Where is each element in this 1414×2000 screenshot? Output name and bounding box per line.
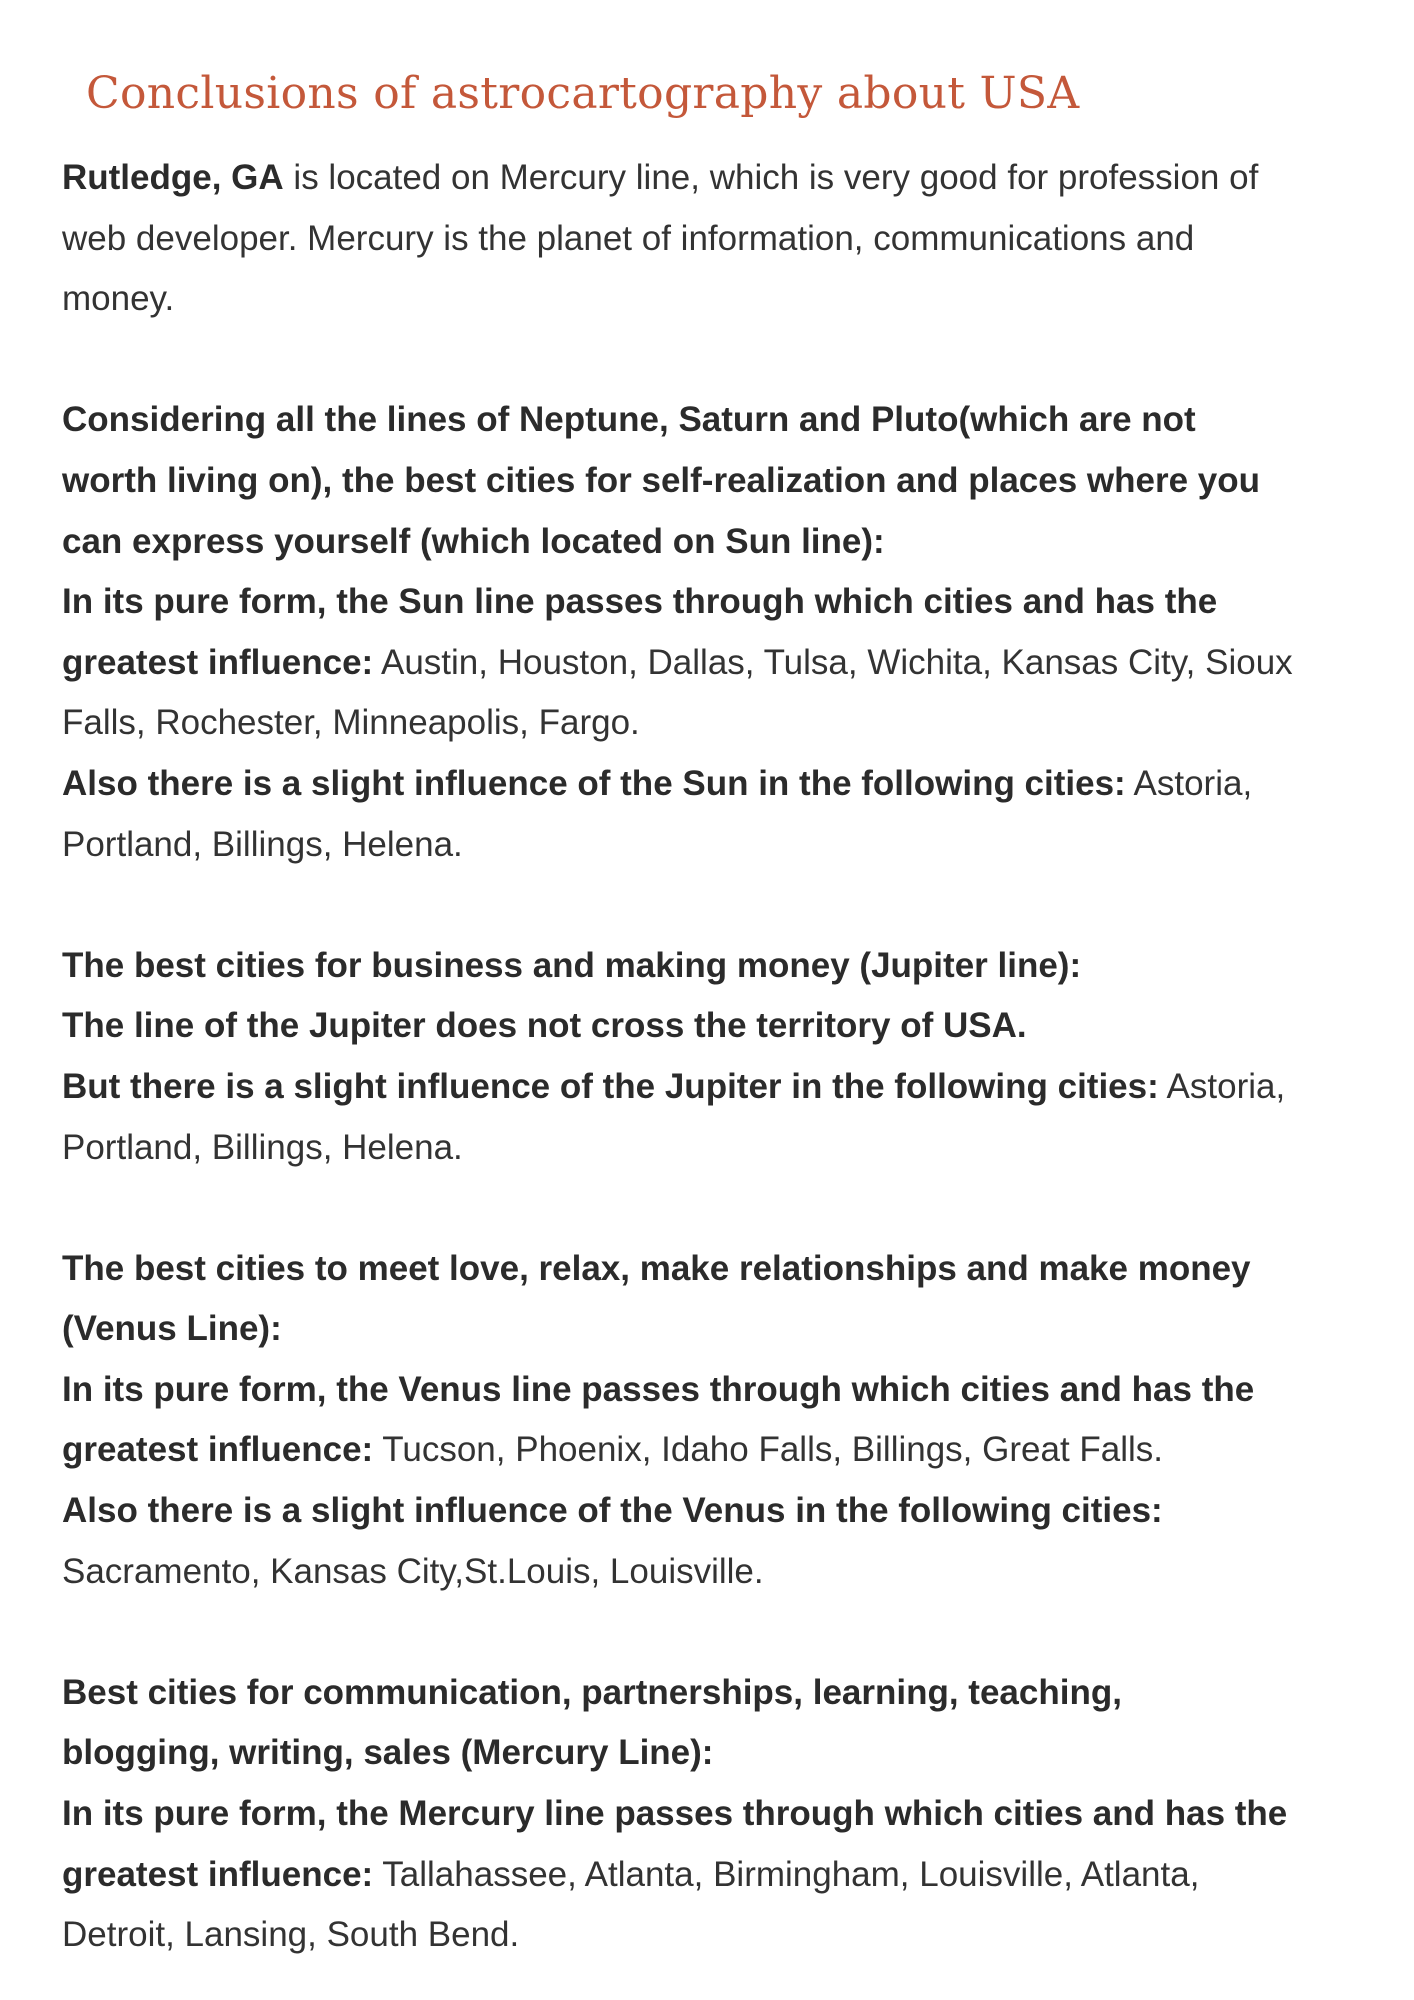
intro-line-2: web developer. Mercury is the planet of information, communications and	[62, 218, 1195, 258]
venus-heading-line-1: The best cities to meet love, relax, make relationships and make money	[62, 1248, 1251, 1288]
venus-slight-line-1: Also there is a slight influence of the Venus in the following cities:	[62, 1491, 1163, 1531]
venus-heading-line-2: (Venus Line):	[62, 1309, 282, 1349]
mercury-heading-line-2: blogging, writing, sales (Mercury Line):	[62, 1733, 714, 1773]
mercury-section	[62, 1663, 1382, 1966]
venus-pure-cities: Tucson, Phoenix, Idaho Falls, Billings, Great Falls.	[373, 1430, 1164, 1470]
sun-pure-line-2: greatest influence: Austin, Houston, Dallas, Tulsa, Wichita, Kansas City, Sioux	[62, 642, 1293, 682]
location-name: Rutledge, GA	[62, 158, 284, 197]
jupiter-slight-line-2: Portland, Billings, Helena.	[62, 1127, 463, 1167]
sun-section	[62, 390, 1382, 875]
jupiter-section	[62, 936, 1382, 1178]
sun-pure-cities: Austin, Houston, Dallas, Tulsa, Wichita, Kansas City, Sioux	[373, 642, 1293, 682]
page-title: Conclusions of astrocartography about USA	[86, 68, 1080, 119]
paragraph-spacer	[62, 1602, 1382, 1663]
mercury-pure-cities: Tallahassee, Atlanta, Birmingham, Louisville, Atlanta,	[373, 1854, 1200, 1894]
jupiter-slight-line-1: But there is a slight influence of the Jupiter in the following cities: Astoria,	[62, 1066, 1286, 1106]
sun-heading-line-1: Considering all the lines of Neptune, Saturn and Pluto(which are not	[62, 400, 1196, 440]
venus-pure-line-1: In its pure form, the Venus line passes through which cities and has the	[62, 1369, 1255, 1409]
sun-pure-line-3: Falls, Rochester, Minneapolis, Fargo.	[62, 703, 640, 743]
venus-slight-line-2: Sacramento, Kansas City,St.Louis, Louisville.	[62, 1551, 764, 1591]
mercury-heading-line-1: Best cities for communication, partnerships, learning, teaching,	[62, 1672, 1122, 1712]
jupiter-slight-cities: Astoria,	[1158, 1066, 1286, 1106]
venus-pure-line-2: greatest influence: Tucson, Phoenix, Idaho Falls, Billings, Great Falls.	[62, 1430, 1164, 1470]
sun-slight-line-2: Portland, Billings, Helena.	[62, 824, 463, 864]
sun-slight-cities: Astoria,	[1125, 763, 1253, 803]
paragraph-spacer	[62, 1178, 1382, 1239]
paragraph-spacer	[62, 875, 1382, 936]
intro-line-3: money.	[62, 279, 175, 319]
jupiter-note: The line of the Jupiter does not cross the territory of USA.	[62, 1006, 1027, 1046]
jupiter-heading: The best cities for business and making money (Jupiter line):	[62, 945, 1082, 985]
intro-paragraph	[62, 148, 1382, 330]
venus-section	[62, 1239, 1382, 1603]
sun-heading-line-3: can express yourself (which located on Sun line):	[62, 521, 885, 561]
mercury-pure-line-2: greatest influence: Tallahassee, Atlanta, Birmingham, Louisville, Atlanta,	[62, 1854, 1200, 1894]
intro-line-1: Rutledge, GA is located on Mercury line, which is very good for profession of	[62, 158, 1259, 197]
document-body	[62, 148, 1382, 1966]
mercury-pure-line-3: Detroit, Lansing, South Bend.	[62, 1915, 520, 1955]
paragraph-spacer	[62, 330, 1382, 391]
sun-heading-line-2: worth living on), the best cities for self-realization and places where you	[62, 460, 1261, 500]
sun-pure-line-1: In its pure form, the Sun line passes through which cities and has the	[62, 582, 1218, 622]
mercury-pure-line-1: In its pure form, the Mercury line passes through which cities and has the	[62, 1794, 1288, 1834]
sun-slight-line-1: Also there is a slight influence of the Sun in the following cities: Astoria,	[62, 763, 1253, 803]
